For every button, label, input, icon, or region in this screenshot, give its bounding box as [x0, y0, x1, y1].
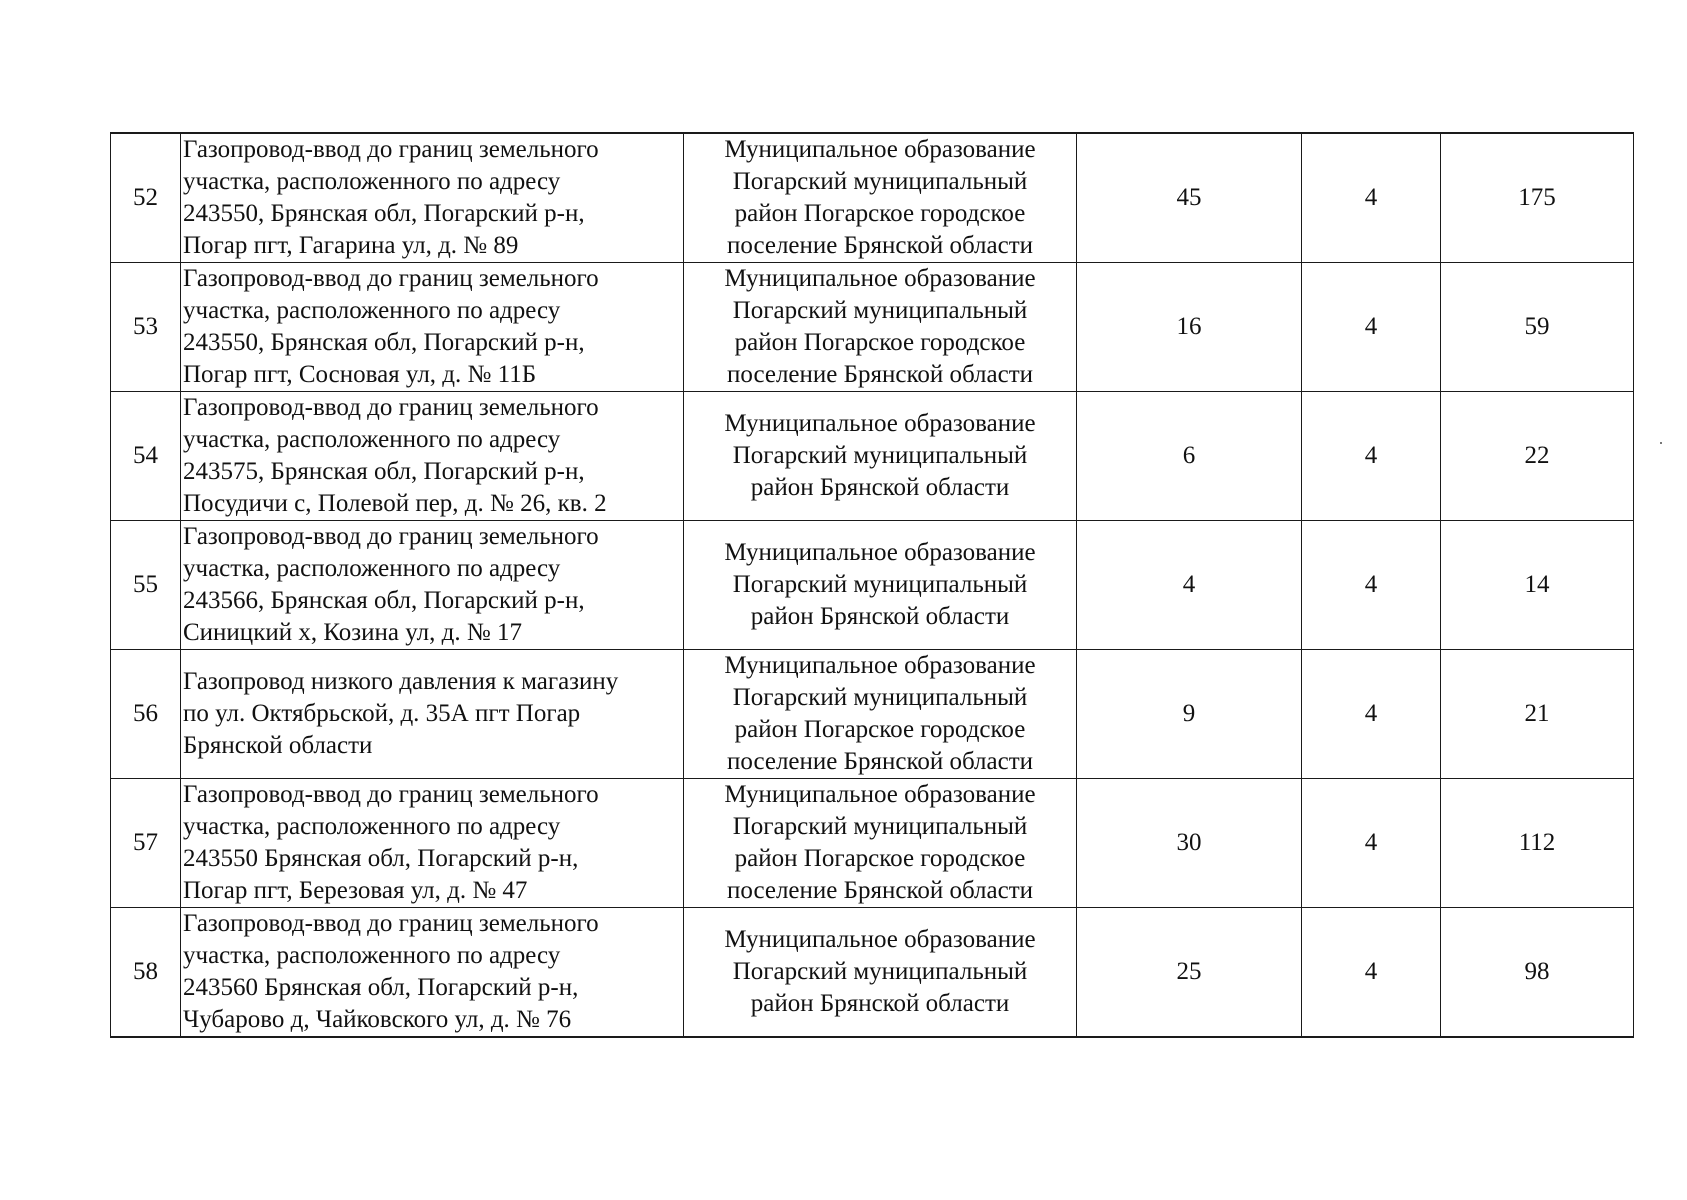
value-cell-3: 112	[1441, 779, 1634, 908]
description-line: 243575, Брянская обл, Погарский р-н,	[183, 458, 585, 485]
description-line: Чубарово д, Чайковского ул, д. № 76	[183, 1006, 572, 1033]
owner-line: район Погарское городское	[734, 329, 1026, 356]
owner-line: Муниципальное образование	[724, 265, 1036, 292]
owner-line: Погарский муниципальный	[732, 168, 1028, 195]
description-line: участка, расположенного по адресу	[183, 297, 561, 324]
object-description	[181, 908, 684, 1038]
value-cell-1: 9	[1077, 650, 1302, 779]
owner-line: район Погарское городское	[734, 845, 1026, 872]
owner-line: район Брянской области	[750, 603, 1010, 630]
description-line: Брянской области	[183, 732, 373, 759]
description-line: Газопровод-ввод до границ земельного	[183, 523, 599, 550]
description-line: Газопровод-ввод до границ земельного	[183, 136, 599, 163]
owner-line: район Погарское городское	[734, 716, 1026, 743]
description-line: участка, расположенного по адресу	[183, 942, 561, 969]
description-line: Газопровод-ввод до границ земельного	[183, 265, 599, 292]
description-line: Газопровод-ввод до границ земельного	[183, 910, 599, 937]
description-line: Погар пгт, Сосновая ул, д. № 11Б	[183, 361, 537, 388]
object-description	[181, 133, 684, 263]
owner-municipality	[684, 908, 1077, 1038]
value-cell-2: 4	[1302, 650, 1441, 779]
owner-municipality	[684, 133, 1077, 263]
description-line: по ул. Октябрьской, д. 35А пгт Погар	[183, 700, 581, 727]
value-cell-3: 14	[1441, 521, 1634, 650]
owner-line: Погарский муниципальный	[732, 684, 1028, 711]
owner-line: Погарский муниципальный	[732, 813, 1028, 840]
owner-municipality	[684, 392, 1077, 521]
table-row	[111, 908, 1634, 1038]
owner-line: Погарский муниципальный	[732, 958, 1028, 985]
owner-line: поселение Брянской области	[726, 232, 1034, 259]
owner-line: Погарский муниципальный	[732, 442, 1028, 469]
object-description	[181, 392, 684, 521]
object-description	[181, 263, 684, 392]
owner-line: Муниципальное образование	[724, 781, 1036, 808]
object-description	[181, 521, 684, 650]
owner-municipality	[684, 650, 1077, 779]
table-row	[111, 263, 1634, 392]
value-cell-3: 98	[1441, 908, 1634, 1038]
description-line: Газопровод-ввод до границ земельного	[183, 394, 599, 421]
owner-line: Муниципальное образование	[724, 136, 1036, 163]
owner-line: поселение Брянской области	[726, 361, 1034, 388]
value-cell-3: 59	[1441, 263, 1634, 392]
table-row	[111, 650, 1634, 779]
value-cell-2: 4	[1302, 133, 1441, 263]
owner-line: Муниципальное образование	[724, 410, 1036, 437]
value-cell-2: 4	[1302, 392, 1441, 521]
table-body	[111, 133, 1634, 1037]
description-line: Газопровод-ввод до границ земельного	[183, 781, 599, 808]
value-cell-3: 22	[1441, 392, 1634, 521]
value-cell-2: 4	[1302, 779, 1441, 908]
value-cell-3: 21	[1441, 650, 1634, 779]
value-cell-2: 4	[1302, 263, 1441, 392]
object-description	[181, 779, 684, 908]
description-line: участка, расположенного по адресу	[183, 813, 561, 840]
value-cell-1: 30	[1077, 779, 1302, 908]
description-line: 243560 Брянская обл, Погарский р-н,	[183, 974, 579, 1001]
owner-line: Муниципальное образование	[724, 539, 1036, 566]
description-line: Погар пгт, Березовая ул, д. № 47	[183, 877, 528, 904]
owner-municipality	[684, 263, 1077, 392]
table-row	[111, 392, 1634, 521]
owner-line: поселение Брянской области	[726, 877, 1034, 904]
value-cell-1: 25	[1077, 908, 1302, 1038]
owner-line: Муниципальное образование	[724, 652, 1036, 679]
value-cell-2: 4	[1302, 521, 1441, 650]
description-line: Газопровод низкого давления к магазину	[183, 668, 619, 695]
owner-municipality	[684, 779, 1077, 908]
owner-line: Муниципальное образование	[724, 926, 1036, 953]
row-number: 54	[111, 392, 181, 521]
owner-line: поселение Брянской области	[726, 748, 1034, 775]
row-number: 55	[111, 521, 181, 650]
value-cell-1: 45	[1077, 133, 1302, 263]
row-number: 52	[111, 133, 181, 263]
value-cell-1: 6	[1077, 392, 1302, 521]
description-line: Синицкий х, Козина ул, д. № 17	[183, 619, 522, 646]
row-number: 58	[111, 908, 181, 1038]
description-line: 243550, Брянская обл, Погарский р-н,	[183, 329, 585, 356]
description-line: участка, расположенного по адресу	[183, 555, 561, 582]
table-row	[111, 779, 1634, 908]
value-cell-3: 175	[1441, 133, 1634, 263]
description-line: 243550 Брянская обл, Погарский р-н,	[183, 845, 579, 872]
description-line: 243550, Брянская обл, Погарский р-н,	[183, 200, 585, 227]
owner-line: район Погарское городское	[734, 200, 1026, 227]
table-row	[111, 521, 1634, 650]
row-number: 53	[111, 263, 181, 392]
gas-pipeline-table	[110, 132, 1634, 1038]
description-line: участка, расположенного по адресу	[183, 426, 561, 453]
owner-municipality	[684, 521, 1077, 650]
owner-line: Погарский муниципальный	[732, 571, 1028, 598]
value-cell-1: 16	[1077, 263, 1302, 392]
description-line: участка, расположенного по адресу	[183, 168, 561, 195]
row-number: 56	[111, 650, 181, 779]
value-cell-2: 4	[1302, 908, 1441, 1038]
table-row	[111, 133, 1634, 263]
object-description	[181, 650, 684, 779]
owner-line: район Брянской области	[750, 990, 1010, 1017]
row-number: 57	[111, 779, 181, 908]
description-line: Посудичи с, Полевой пер, д. № 26, кв. 2	[183, 490, 607, 517]
description-line: 243566, Брянская обл, Погарский р-н,	[183, 587, 585, 614]
description-line: Погар пгт, Гагарина ул, д. № 89	[183, 232, 519, 259]
value-cell-1: 4	[1077, 521, 1302, 650]
owner-line: Погарский муниципальный	[732, 297, 1028, 324]
scan-speck	[1660, 442, 1662, 444]
owner-line: район Брянской области	[750, 474, 1010, 501]
